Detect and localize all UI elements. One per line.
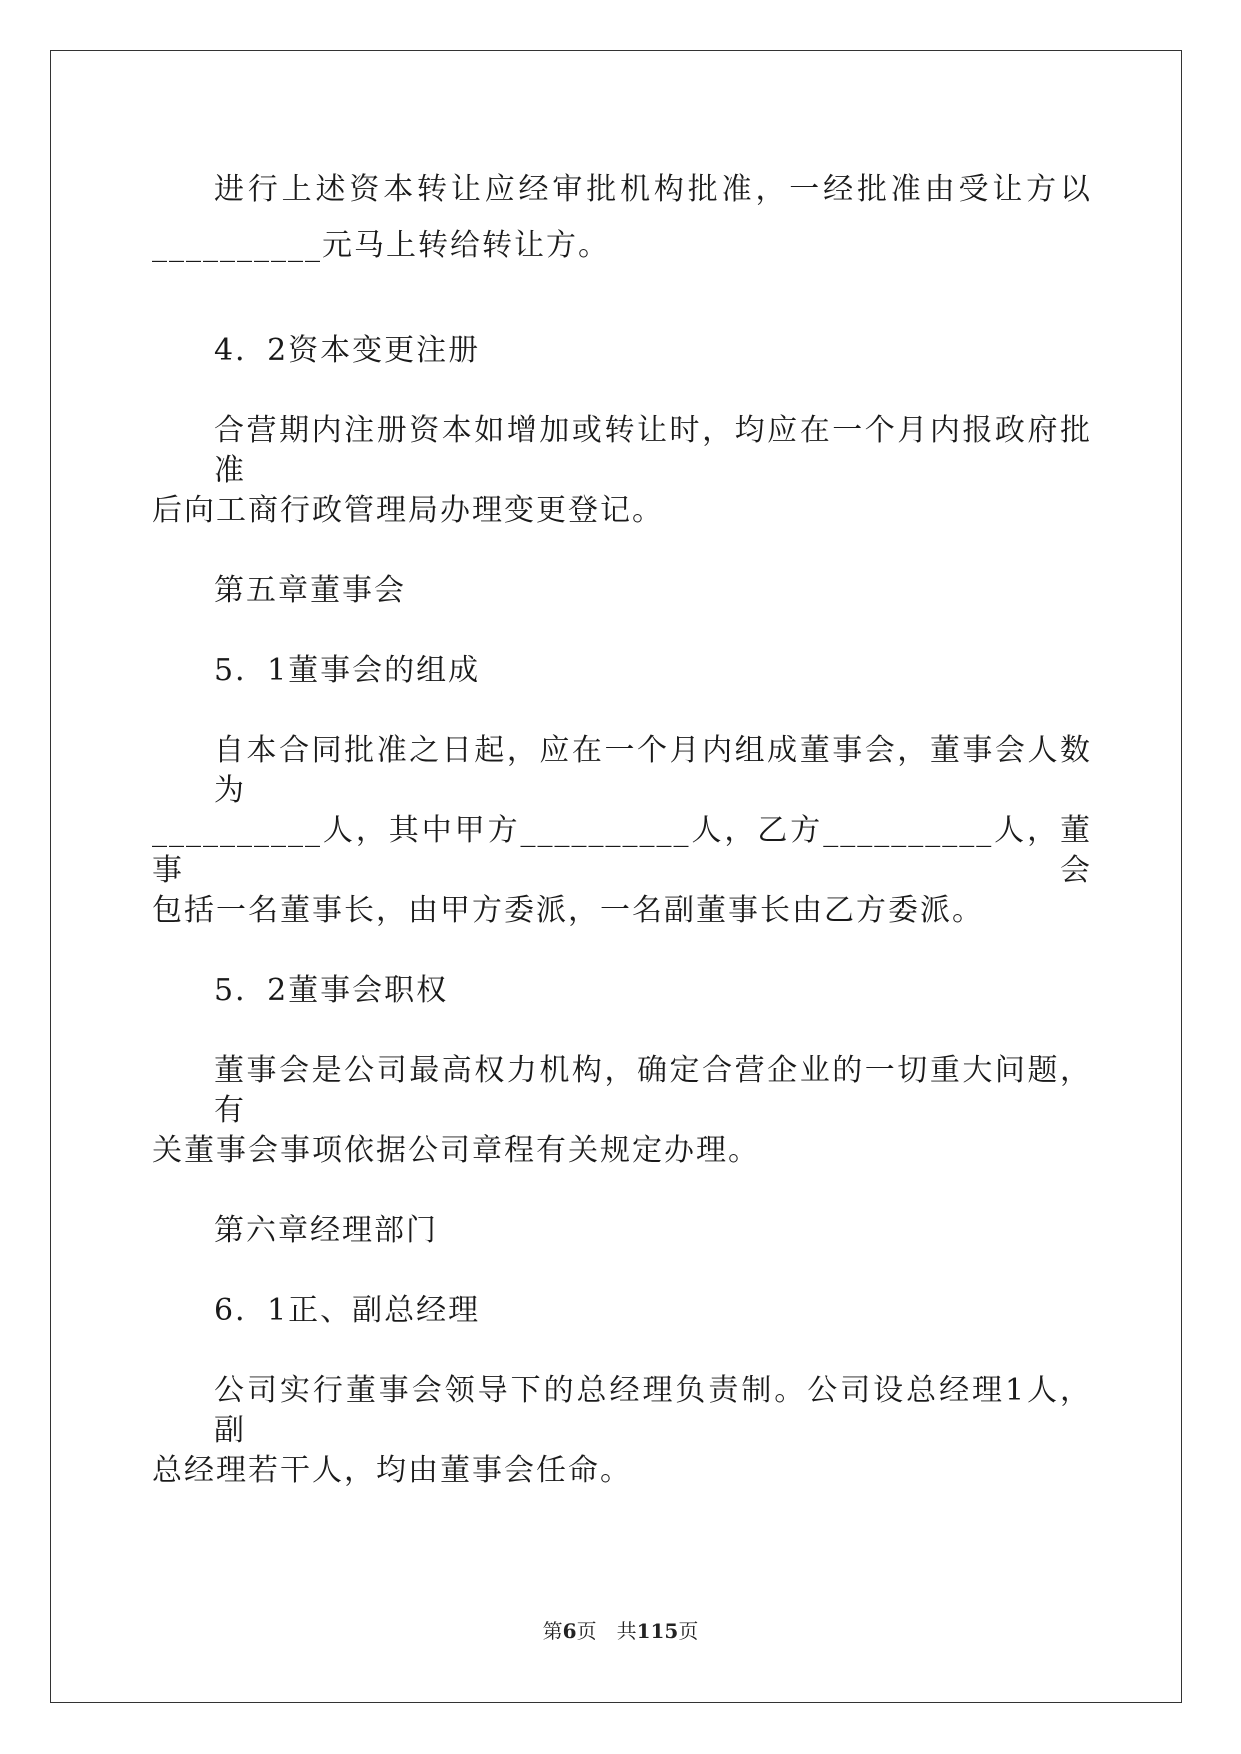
paragraph-line: 公司实行董事会领导下的总经理负责制。公司设总经理1人，副 xyxy=(214,1373,1092,1448)
paragraph-line: 关董事会事项依据公司章程有关规定办理。 xyxy=(152,1133,760,1168)
paragraph-line: 自本合同批准之日起，应在一个月内组成董事会，董事会人数为 xyxy=(214,733,1092,808)
section-heading: 5．2董事会职权 xyxy=(214,973,449,1008)
section-heading: 4．2资本变更注册 xyxy=(214,333,481,368)
footer-page-number: 6 xyxy=(562,1619,577,1643)
paragraph-line: 后向工商行政管理局办理变更登记。 xyxy=(152,493,664,528)
paragraph-line: 合营期内注册资本如增加或转让时，均应在一个月内报政府批准 xyxy=(214,413,1092,488)
paragraph-line: 总经理若干人，均由董事会任命。 xyxy=(152,1453,632,1488)
footer-mid: 页 共 xyxy=(576,1619,637,1643)
section-heading: 6．1正、副总经理 xyxy=(214,1293,481,1328)
page-footer xyxy=(0,1618,1241,1644)
paragraph-line: __________元马上转给转让方。 xyxy=(152,228,610,263)
section-heading: 5．1董事会的组成 xyxy=(214,653,481,688)
footer-suffix: 页 xyxy=(678,1619,699,1643)
chapter-heading: 第五章董事会 xyxy=(214,573,406,608)
chapter-heading: 第六章经理部门 xyxy=(214,1213,438,1248)
paragraph-line: 进行上述资本转让应经审批机构批准，一经批准由受让方以 xyxy=(214,172,1092,207)
footer-total-pages: 115 xyxy=(636,1619,679,1643)
paragraph-line: 董事会是公司最高权力机构，确定合营企业的一切重大问题，有 xyxy=(214,1053,1092,1128)
paragraph-line: 包括一名董事长，由甲方委派，一名副董事长由乙方委派。 xyxy=(152,893,984,928)
footer-prefix: 第 xyxy=(542,1619,563,1643)
paragraph-line: __________人，其中甲方__________人，乙方__________人，董事会 xyxy=(152,813,1092,888)
